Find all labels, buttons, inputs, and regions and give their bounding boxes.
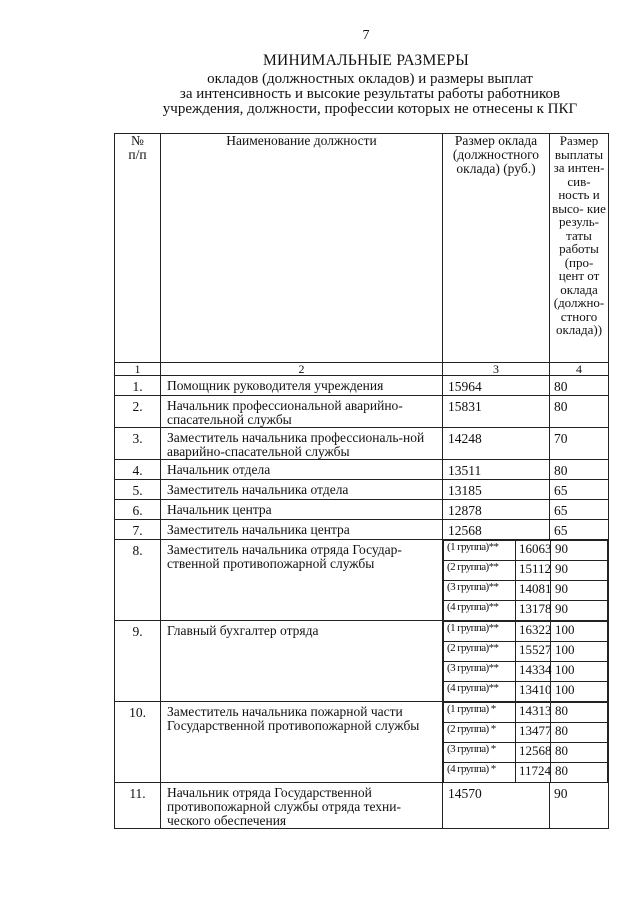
- row-number: 1.: [115, 376, 161, 396]
- percent-value: 80: [551, 703, 608, 723]
- position-name: Начальник центра: [161, 500, 443, 520]
- position-name: Заместитель начальника центра: [161, 520, 443, 540]
- group-label: (4 группа)**: [444, 682, 516, 702]
- group-row: [444, 682, 608, 702]
- percent-value: 90: [551, 601, 608, 621]
- table-row-grouped: [115, 621, 609, 702]
- percent-value: 70: [550, 428, 609, 460]
- row-number: 3.: [115, 428, 161, 460]
- percent-value: 90: [551, 541, 608, 561]
- column-index: 1: [115, 363, 161, 376]
- salary-value: 16322: [516, 622, 551, 642]
- percent-value: 80: [551, 743, 608, 763]
- group-label: (2 группа) *: [444, 723, 516, 743]
- group-row: [444, 662, 608, 682]
- group-subtable: [443, 702, 608, 782]
- salary-value: 15831: [443, 396, 550, 428]
- group-label: (2 группа)**: [444, 642, 516, 662]
- salary-value: 13511: [443, 460, 550, 480]
- table-row: [115, 376, 609, 396]
- document-subtitle: [0, 72, 640, 117]
- header-percent: Размер выплаты за интен- сив- ность и высо- кие резуль- таты работы (про- цент от оклада (должно- стного оклада)): [550, 134, 609, 363]
- percent-value: 80: [550, 396, 609, 428]
- percent-value: 65: [550, 500, 609, 520]
- group-row: [444, 601, 608, 621]
- row-number: 8.: [115, 540, 161, 621]
- table-row: [115, 520, 609, 540]
- group-label: (1 группа)**: [444, 541, 516, 561]
- group-label: (2 группа)**: [444, 561, 516, 581]
- group-row: [444, 541, 608, 561]
- salary-value: 13410: [516, 682, 551, 702]
- row-number: 9.: [115, 621, 161, 702]
- group-cell: [443, 621, 609, 702]
- percent-value: 100: [551, 622, 608, 642]
- subtitle-line: учреждения, должности, профессии которых не отнесены к ПКГ: [162, 101, 578, 117]
- position-name: Заместитель начальника профессиональ-ной аварийно-спасательной службы: [161, 428, 443, 460]
- position-name: Заместитель начальника пожарной части Государственной противопожарной службы: [161, 702, 443, 783]
- group-row: [444, 723, 608, 743]
- header-salary: Размер оклада (должностного оклада) (руб.): [443, 134, 550, 363]
- group-label: (3 группа) *: [444, 743, 516, 763]
- position-name: Заместитель начальника отряда Государ-ственной противопожарной службы: [161, 540, 443, 621]
- salary-value: 15112: [516, 561, 551, 581]
- percent-value: 100: [551, 662, 608, 682]
- salary-value: 12568: [443, 520, 550, 540]
- subtitle-line: окладов (должностных окладов) и размеры выплат: [207, 71, 533, 87]
- row-number: 10.: [115, 702, 161, 783]
- salary-value: 14248: [443, 428, 550, 460]
- percent-value: 100: [551, 642, 608, 662]
- position-name: Начальник отряда Государственной противопожарной службы отряда техни-ческого обеспечения: [161, 783, 443, 829]
- group-subtable: [443, 621, 608, 701]
- salary-table: [114, 133, 609, 829]
- table-row: [115, 428, 609, 460]
- position-name: Заместитель начальника отдела: [161, 480, 443, 500]
- group-label: (4 группа)**: [444, 601, 516, 621]
- position-name: Начальник профессиональной аварийно-спасательной службы: [161, 396, 443, 428]
- salary-value: 13477: [516, 723, 551, 743]
- page-number: 7: [362, 28, 370, 43]
- group-row: [444, 743, 608, 763]
- group-label: (3 группа)**: [444, 662, 516, 682]
- percent-value: 80: [550, 460, 609, 480]
- column-index-row: [115, 363, 609, 376]
- group-row: [444, 763, 608, 783]
- group-row: [444, 642, 608, 662]
- group-label: (3 группа)**: [444, 581, 516, 601]
- row-number: 5.: [115, 480, 161, 500]
- salary-value: 16063: [516, 541, 551, 561]
- group-cell: [443, 540, 609, 621]
- salary-value: 14081: [516, 581, 551, 601]
- table-row: [115, 500, 609, 520]
- salary-value: 14334: [516, 662, 551, 682]
- group-label: (4 группа) *: [444, 763, 516, 783]
- percent-value: 100: [551, 682, 608, 702]
- header-row: [115, 134, 609, 363]
- row-number: 6.: [115, 500, 161, 520]
- percent-value: 90: [550, 783, 609, 829]
- column-index: 4: [550, 363, 609, 376]
- table-row: [115, 460, 609, 480]
- salary-value: 15527: [516, 642, 551, 662]
- percent-value: 90: [551, 561, 608, 581]
- group-cell: [443, 702, 609, 783]
- salary-value: 13178: [516, 601, 551, 621]
- group-label: (1 группа)**: [444, 622, 516, 642]
- row-number: 4.: [115, 460, 161, 480]
- table-row-grouped: [115, 540, 609, 621]
- salary-value: 14313: [516, 703, 551, 723]
- group-row: [444, 561, 608, 581]
- salary-value: 13185: [443, 480, 550, 500]
- percent-value: 65: [550, 520, 609, 540]
- table-row: [115, 480, 609, 500]
- subtitle-line: за интенсивность и высокие результаты работы работников: [179, 86, 561, 102]
- position-name: Начальник отдела: [161, 460, 443, 480]
- salary-value: 12568: [516, 743, 551, 763]
- table-row: [115, 396, 609, 428]
- salary-value: 14570: [443, 783, 550, 829]
- group-row: [444, 622, 608, 642]
- salary-value: 11724: [516, 763, 551, 783]
- row-number: 2.: [115, 396, 161, 428]
- table-row: [115, 783, 609, 829]
- group-label: (1 группа) *: [444, 703, 516, 723]
- group-row: [444, 581, 608, 601]
- group-row: [444, 703, 608, 723]
- position-name: Помощник руководителя учреждения: [161, 376, 443, 396]
- percent-value: 90: [551, 581, 608, 601]
- row-number: 11.: [115, 783, 161, 829]
- column-index: 3: [443, 363, 550, 376]
- salary-value: 12878: [443, 500, 550, 520]
- group-subtable: [443, 540, 608, 620]
- percent-value: 80: [550, 376, 609, 396]
- percent-value: 65: [550, 480, 609, 500]
- table-row-grouped: [115, 702, 609, 783]
- row-number: 7.: [115, 520, 161, 540]
- position-name: Главный бухгалтер отряда: [161, 621, 443, 702]
- header-num: № п/п: [115, 134, 161, 363]
- document-title: МИНИМАЛЬНЫЕ РАЗМЕРЫ: [262, 52, 470, 69]
- percent-value: 80: [551, 723, 608, 743]
- header-name: Наименование должности: [161, 134, 443, 363]
- salary-value: 15964: [443, 376, 550, 396]
- column-index: 2: [161, 363, 443, 376]
- percent-value: 80: [551, 763, 608, 783]
